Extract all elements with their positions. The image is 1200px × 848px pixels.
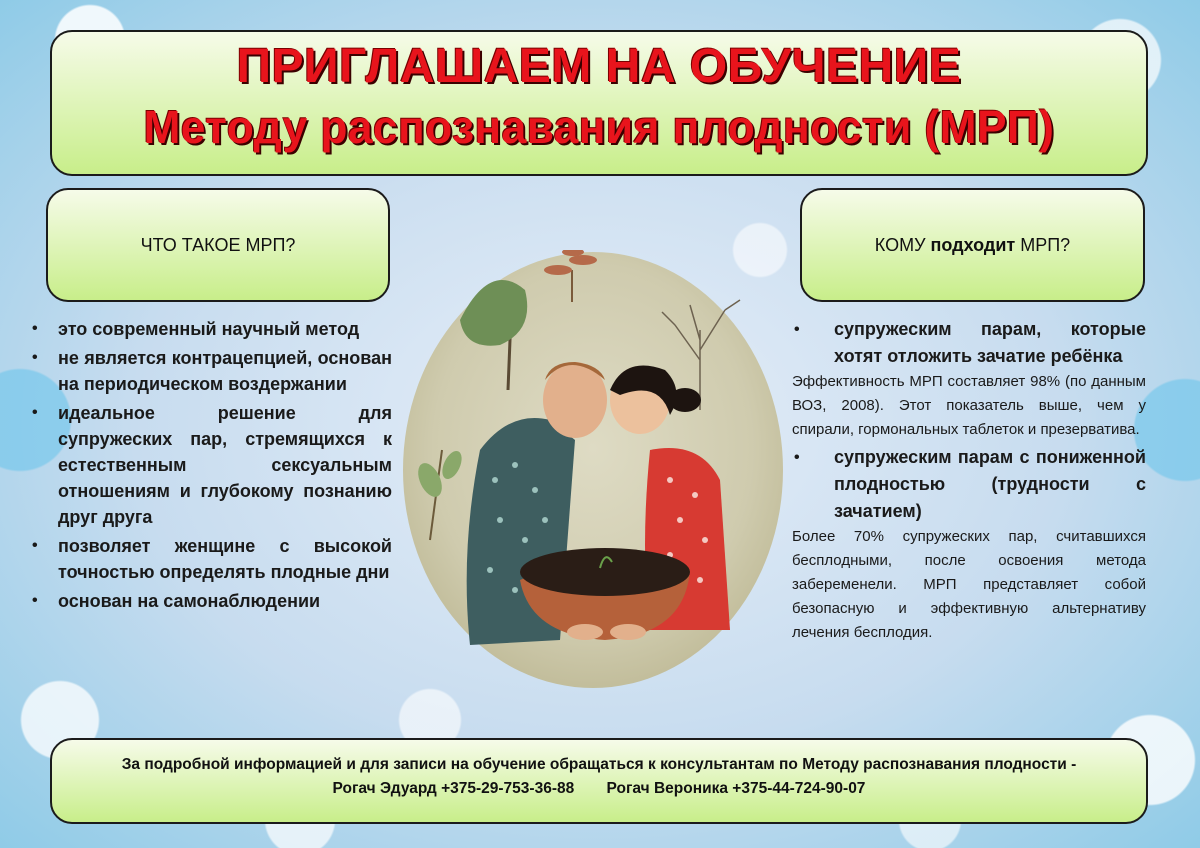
right-heading-prefix: КОМУ [874, 234, 926, 255]
list-item: • идеальное решение для супружеских пар, стремящихся к естественным сексуальным отношениям и глубокому познанию друг друга [30, 400, 392, 530]
section-title: • супружеским парам, которые хотят отложить зачатие ребёнка [792, 316, 1146, 370]
contact-veronika: Рогач Вероника +375-44-724-90-07 [606, 780, 866, 797]
right-heading-text [802, 190, 1143, 300]
list-item: • основан на самонаблюдении [30, 588, 392, 614]
section-text: Более 70% супружеских пар, считавшихся бесплодными, после освоения метода забеременели. МРП представляет собой безопасную и эффективную альтернативу лечения бесплодия. [792, 528, 1146, 641]
right-heading-suffix: МРП? [1020, 234, 1071, 255]
header-banner [50, 30, 1148, 176]
footer-contacts [52, 780, 1146, 798]
page-title: ПРИГЛАШАЕМ НА ОБУЧЕНИЕ [236, 40, 962, 93]
list-item: • позволяет женщине с высокой точностью определять плодные дни [30, 533, 392, 585]
left-heading-text: ЧТО ТАКОЕ МРП? [140, 234, 296, 255]
right-heading-bold: подходит [930, 234, 1016, 255]
right-content [792, 316, 1146, 647]
page-subtitle: Методу распознавания плодности (МРП) [143, 101, 1055, 153]
left-bullet-list [30, 316, 392, 617]
footer-panel [50, 738, 1148, 824]
couple-illustration [400, 250, 786, 690]
right-heading-panel [800, 188, 1145, 302]
footer-info: За подробной информацией и для записи на обучение обращаться к консультантам по Методу распознавания плодности - [121, 756, 1077, 773]
section-title: • супружеским парам с пониженной плодностью (трудности с зачатием) [792, 444, 1146, 525]
section-text: Эффективность МРП составляет 98% (по данным ВОЗ, 2008). Этот показатель выше, чем у спирали, гормональных таблеток и презерватива. [792, 373, 1146, 438]
contact-eduard: Рогач Эдуард +375-29-753-36-88 [332, 780, 575, 797]
list-item: • это современный научный метод [30, 316, 392, 342]
left-heading-panel [46, 188, 390, 302]
list-item: • не является контрацепцией, основан на периодическом воздержании [30, 345, 392, 397]
